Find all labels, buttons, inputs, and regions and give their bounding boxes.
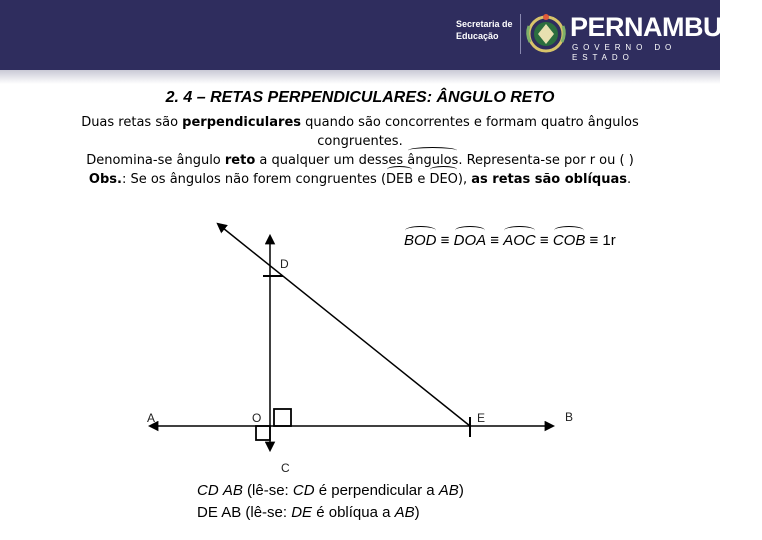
angle-bod: BOD (404, 232, 437, 249)
text-span: a qualquer um desses (255, 153, 408, 168)
label-a: A (147, 411, 156, 425)
right-angle-mark-lower (256, 426, 270, 440)
label-c: C (281, 461, 290, 475)
congruent-symbol: ≡ (486, 232, 504, 249)
segment-cd: CD (197, 482, 219, 499)
angle-deb: DEB (386, 172, 414, 187)
text-span: : Se os ângulos não forem congruentes ( (121, 172, 387, 187)
text-span: (lê-se: (242, 482, 293, 499)
secretaria-line1: Secretaria de (456, 19, 513, 29)
label-e: E (477, 411, 486, 425)
line-de (218, 224, 470, 426)
segment-ab: AB (222, 482, 243, 499)
text-span: (lê-se: (241, 504, 292, 521)
text-span: Denomina-se ângulo (86, 153, 225, 168)
segment-cd: CD (292, 482, 315, 499)
angle-aoc: AOC (503, 232, 536, 249)
text-span: ), (457, 172, 472, 187)
label-b: B (565, 410, 574, 424)
obs-label: Obs. (88, 172, 122, 187)
text-span: ) (458, 482, 464, 499)
secretaria-line2: Educação (456, 31, 499, 41)
bold-term: reto (224, 153, 256, 168)
segment-ab: AB (438, 482, 459, 499)
page-title: 2. 4 – RETAS PERPENDICULARES: ÂNGULO RETO (165, 89, 555, 106)
text-span: quando são concorrentes e formam quatro ângulos (301, 115, 639, 130)
right-angle-mark-upper (274, 409, 291, 426)
bold-term: perpendiculares (182, 115, 301, 130)
para-line2: congruentes. (317, 134, 403, 149)
text-span: e (413, 172, 430, 187)
text-span: ) (414, 504, 420, 521)
congruent-symbol: ≡ (535, 232, 553, 249)
text-span: é perpendicular a (314, 482, 439, 499)
segment-de: DE (291, 504, 313, 521)
label-o: O (252, 411, 262, 425)
bold-term: as retas são oblíquas (471, 172, 627, 187)
note-oblique (197, 504, 420, 521)
segment-ab: AB (221, 504, 242, 521)
label-d: D (280, 257, 289, 271)
right-angle-text: ≡ 1r (585, 232, 616, 249)
segment-ab: AB (394, 504, 415, 521)
angle-deo: DEO (429, 172, 458, 187)
text-span: . (626, 172, 632, 187)
brand-title: PERNAMBUCO (570, 12, 762, 42)
brand-subtitle: GOVERNO DO ESTADO (572, 43, 677, 62)
segment-de: DE (197, 504, 218, 521)
angle-doa: DOA (453, 232, 487, 249)
congruent-symbol: ≡ (436, 232, 454, 249)
arc-text: ângulos (407, 153, 459, 168)
angle-cob: COB (552, 232, 586, 249)
text-span: Duas retas são (81, 115, 183, 130)
note-perpendicular (197, 482, 464, 499)
text-span: . Representa-se por r ou ( ) (458, 153, 634, 168)
text-span: é oblíqua a (312, 504, 395, 521)
